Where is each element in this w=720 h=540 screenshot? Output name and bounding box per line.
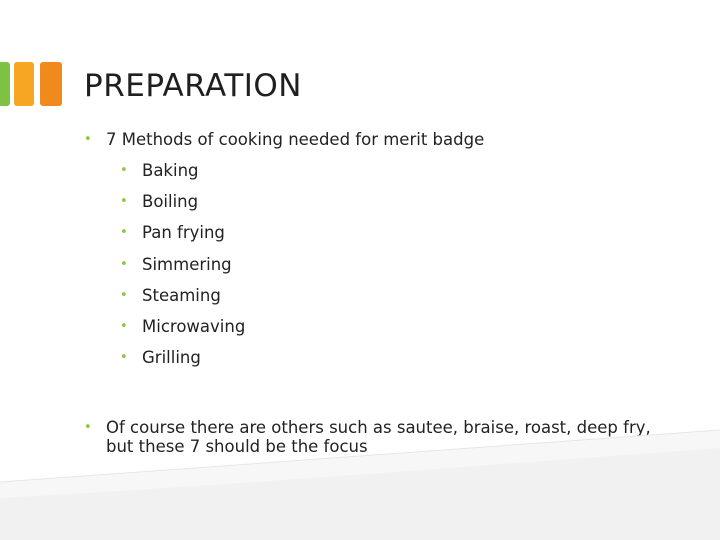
bullet-icon: • bbox=[84, 420, 92, 435]
bullet-icon: • bbox=[120, 194, 128, 209]
method-item bbox=[120, 317, 246, 336]
method-text: Pan frying bbox=[142, 223, 225, 242]
bullet-text: 7 Methods of cooking needed for merit badge bbox=[106, 130, 485, 149]
footer-wave-decoration bbox=[0, 420, 720, 540]
method-text: Simmering bbox=[142, 255, 232, 274]
accent-bar-green bbox=[0, 62, 10, 106]
method-item bbox=[120, 348, 201, 367]
bullet-icon: • bbox=[120, 163, 128, 178]
bullet-icon: • bbox=[120, 225, 128, 240]
bullet-icon: • bbox=[120, 319, 128, 334]
method-item bbox=[120, 286, 221, 305]
accent-bar-orange-light bbox=[14, 62, 34, 106]
bullet-icon: • bbox=[120, 257, 128, 272]
method-text: Microwaving bbox=[142, 317, 246, 336]
method-item bbox=[120, 192, 199, 211]
bullet-icon: • bbox=[84, 132, 92, 147]
bullet-icon: • bbox=[120, 350, 128, 365]
method-text: Boiling bbox=[142, 192, 199, 211]
method-text: Baking bbox=[142, 161, 199, 180]
accent-bar-orange bbox=[40, 62, 62, 106]
closing-line-1: Of course there are others such as sautee, braise, roast, deep fry, bbox=[106, 418, 651, 437]
accent-bars bbox=[0, 62, 70, 106]
method-item bbox=[120, 161, 199, 180]
bullet-main-point bbox=[84, 130, 485, 149]
closing-line-2: but these 7 should be the focus bbox=[106, 437, 368, 456]
method-item bbox=[120, 223, 225, 242]
slide-title: PREPARATION bbox=[84, 68, 302, 104]
bullet-icon: • bbox=[120, 288, 128, 303]
method-item bbox=[120, 255, 232, 274]
method-text: Steaming bbox=[142, 286, 221, 305]
method-text: Grilling bbox=[142, 348, 201, 367]
